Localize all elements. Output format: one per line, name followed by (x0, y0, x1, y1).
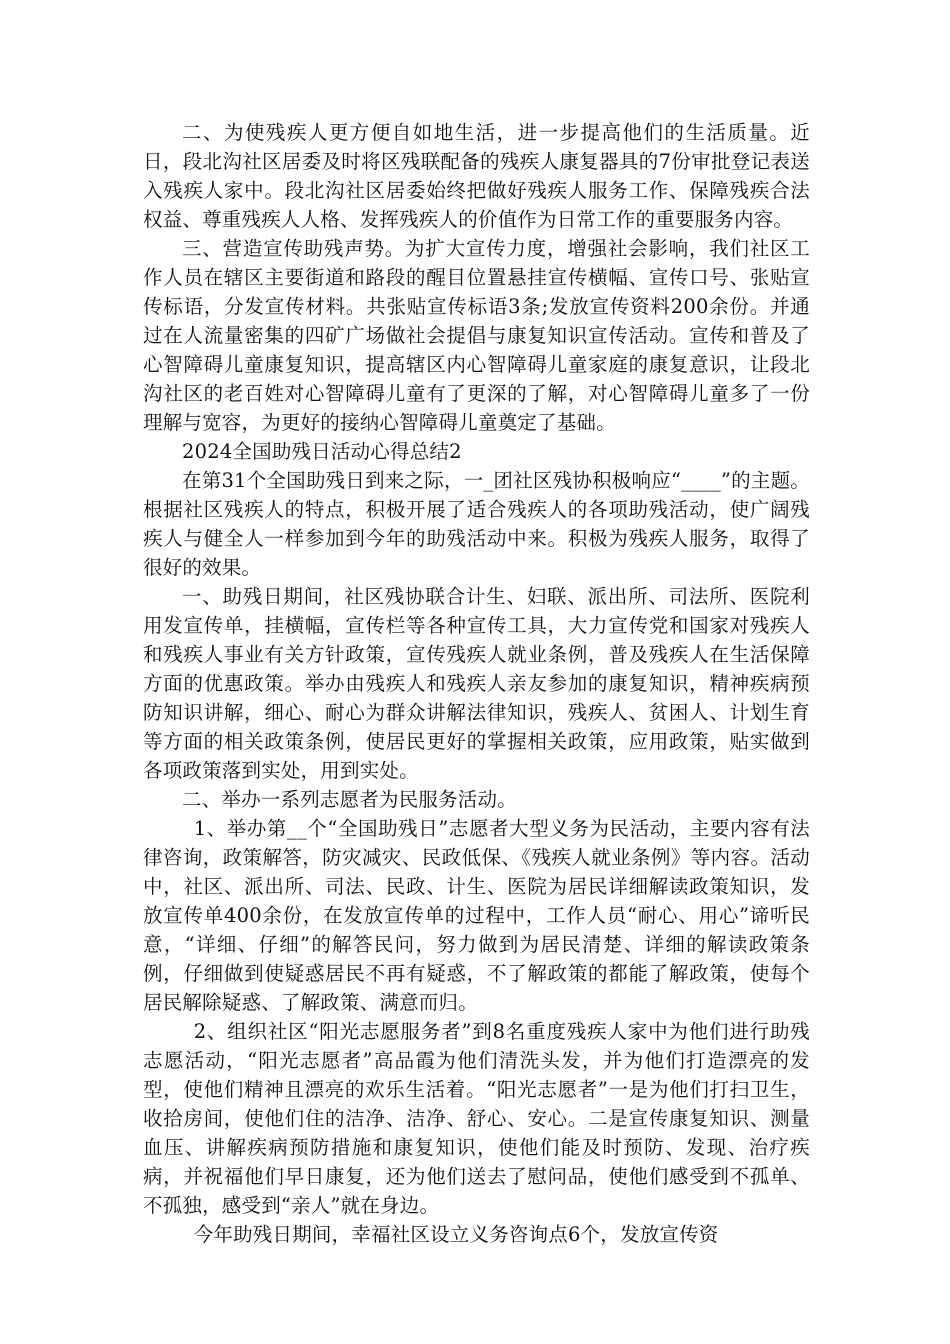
paragraph-item-two: 2、组织社区“阳光志愿服务者”到8名重度残疾人家中为他们进行助残志愿活动，“阳光志愿者”高品霞为他们清洗头发，并为他们打造漂亮的发型，使他们精神且漂亮的欢乐生活着。“阳光志愿者”一是为他们打扫卫生，收拾房间，使他们住的洁净、洁净、舒心、安心。二是宣传康复知识、测量血压、讲解疾病预防措施和康复知识，使他们能及时预防、发现、治疗疾病，并祝福他们早日康复，还为他们送去了慰问品，使他们感受到不孤单、不孤独，感受到“亲人”就在身边。 (143, 1020, 810, 1217)
paragraph-point-one: 一、助残日期间，社区残协联合计生、妇联、派出所、司法所、医院利用发宣传单，挂横幅，宣传栏等各种宣传工具，大力宣传党和国家对残疾人和残疾人事业有关方针政策，宣传残疾人就业条例，普及残疾人在生活保障方面的优惠政策。举办由残疾人和残疾人亲友参加的康复知识，精神疾病预防知识讲解，细心、耐心为群众讲解法律知识，残疾人、贫困人、计划生育等方面的相关政策条例，使居民更好的掌握相关政策，应用政策，贴实做到各项政策落到实处，用到实处。 (143, 585, 810, 782)
paragraph-section-three: 三、营造宣传助残声势。为扩大宣传力度，增强社会影响，我们社区工作人员在辖区主要街道和路段的醒目位置悬挂宣传横幅、宣传口号、张贴宣传标语，分发宣传材料。共张贴宣传标语3条;发放宣传资料200余份。并通过在人流量密集的四矿广场做社会提倡与康复知识宣传活动。宣传和普及了心智障碍儿童康复知识，提高辖区内心智障碍儿童家庭的康复意识，让段北沟社区的老百姓对心智障碍儿童有了更深的了解，对心智障碍儿童多了一份理解与宽容，为更好的接纳心智障碍儿童奠定了基础。 (143, 237, 810, 434)
document-body (143, 118, 810, 1249)
article-heading: 2024全国助残日活动心得总结2 (182, 440, 462, 463)
paragraph-closing: 今年助残日期间，幸福社区设立义务咨询点6个，发放宣传资 (193, 1223, 719, 1246)
paragraph-section-two: 二、为使残疾人更方便自如地生活，进一步提高他们的生活质量。近日，段北沟社区居委及时将区残联配备的残疾人康复器具的7份审批登记表送入残疾人家中。段北沟社区居委始终把做好残疾人服务工作、保障残疾合法权益、尊重残疾人人格、发挥残疾人的价值作为日常工作的重要服务内容。 (143, 121, 810, 231)
paragraph-intro: 在第31个全国助残日到来之际，一_团社区残协积极响应“____”的主题。根据社区残疾人的特点，积极开展了适合残疾人的各项助残活动，使广阔残疾人与健全人一样参加到今年的助残活动中来。积极为残疾人服务，取得了很好的效果。 (143, 469, 810, 579)
paragraph-item-one: 1、举办第__个“全国助残日”志愿者大型义务为民活动，主要内容有法律咨询，政策解答，防灾减灾、民政低保、《残疾人就业条例》等内容。活动中，社区、派出所、司法、民政、计生、医院为居民详细解读政策知识，发放宣传单400余份，在发放宣传单的过程中，工作人员“耐心、用心”谛听民意，“详细、仔细”的解答民问，努力做到为居民清楚、详细的解读政策条例，仔细做到使疑惑居民不再有疑惑，不了解政策的都能了解政策，使每个居民解除疑惑、了解政策、满意而归。 (143, 817, 810, 1014)
paragraph-point-two: 二、举办一系列志愿者为民服务活动。 (182, 788, 517, 811)
